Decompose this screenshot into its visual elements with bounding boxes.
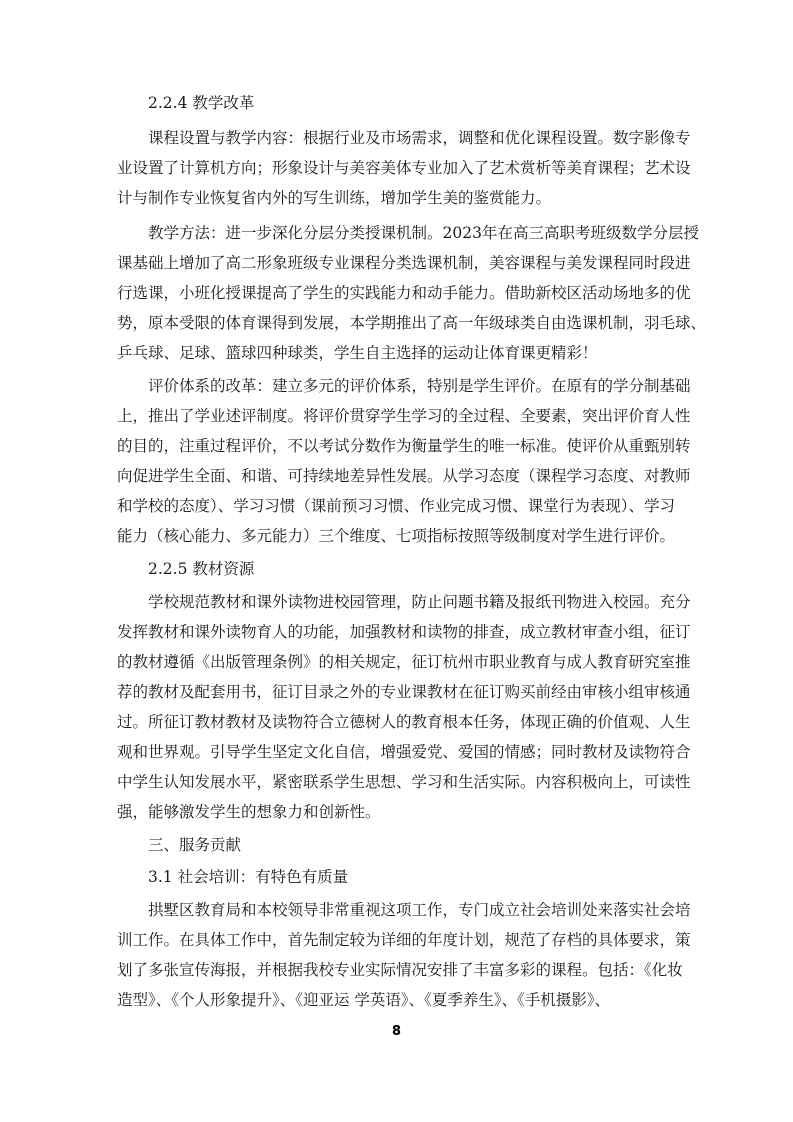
paragraph-line: 行选课，小班化授课提高了学生的实践能力和动手能力。借助新校区活动场地多的优 (117, 284, 691, 302)
paragraph-line: 和学校的态度）、学习习惯（课前预习习惯、作业完成习惯、课堂行为表现）、学习 (117, 497, 676, 515)
paragraph-line: 过。所征订教材教材及读物符合立德树人的教育根本任务，体现正确的价值观、人生 (117, 713, 691, 731)
paragraph-line: 造型》、《个人形象提升》、《迎亚运 学英语》、《夏季养生》、《手机摄影》、 (117, 991, 611, 1009)
paragraph-line: 学校规范教材和课外读物进校园管理，防止问题书籍及报纸刊物进入校园。充分 (148, 593, 691, 611)
paragraph-line: 向促进学生全面、和谐、可持续地差异性发展。从学习态度（课程学习态度、对教师 (117, 467, 691, 485)
paragraph-line: 乒乓球、足球、篮球四种球类，学生自主选择的运动让体育课更精彩！ (117, 344, 598, 362)
paragraph-line: 能力（核心能力、多元能力）三个维度、七项指标按照等级制度对学生进行评价。 (117, 527, 676, 545)
paragraph-line: 评价体系的改革：建立多元的评价体系，特别是学生评价。在原有的学分制基础 (148, 377, 691, 395)
paragraph-line: 业设置了计算机方向；形象设计与美容美体专业加入了艺术赏析等美育课程；艺术设 (117, 159, 691, 177)
paragraph-line: 的目的，注重过程评价，不以考试分数作为衡量学生的唯一标准。使评价从重甄别转 (117, 437, 691, 455)
paragraph-line: 教学方法：进一步深化分层分类授课机制。2023年在高三高职考班级数学分层授 (148, 224, 699, 242)
paragraph-line: 强，能够激发学生的想象力和创新性。 (117, 803, 381, 821)
paragraph-line: 发挥教材和课外读物育人的功能，加强教材和读物的排查，成立教材审查小组，征订 (117, 623, 691, 641)
paragraph-line: 课基础上增加了高二形象班级专业课程分类选课机制，美容课程与美发课程同时段进 (117, 254, 691, 272)
paragraph-line: 拱墅区教育局和本校领导非常重视这项工作，专门成立社会培训处来落实社会培 (148, 901, 691, 919)
paragraph-line: 训工作。在具体工作中，首先制定较为详细的年度计划，规范了存档的具体要求，策 (117, 931, 691, 949)
paragraph-line: 计与制作专业恢复省内外的写生训练，增加学生美的鉴赏能力。 (117, 189, 552, 207)
heading-2-2-4: 2.2.4 教学改革 (148, 94, 255, 112)
paragraph-line: 观和世界观。引导学生坚定文化自信，增强爱党、爱国的情感；同时教材及读物符合 (117, 743, 691, 761)
section-heading-3: 三、服务贡献 (148, 836, 242, 854)
paragraph-line: 上，推出了学业述评制度。将评价贯穿学生学习的全过程、全要素，突出评价育人性 (117, 407, 691, 425)
page-number: 8 (391, 1024, 402, 1039)
paragraph-line: 划了多张宣传海报，并根据我校专业实际情况安排了丰富多彩的课程。包括：《化妆 (117, 961, 683, 979)
paragraph-line: 的教材遵循《出版管理条例》的相关规定，征订杭州市职业教育与成人教育研究室推 (117, 653, 691, 671)
heading-2-2-5: 2.2.5 教材资源 (148, 560, 255, 578)
paragraph-line: 课程设置与教学内容：根据行业及市场需求，调整和优化课程设置。数字影像专 (148, 129, 691, 147)
heading-3-1: 3.1 社会培训：有特色有质量 (148, 868, 349, 886)
paragraph-line: 势，原本受限的体育课得到发展，本学期推出了高一年级球类自由选课机制，羽毛球、 (117, 314, 707, 332)
paragraph-line: 荐的教材及配套用书，征订目录之外的专业课教材在征订购买前经由审核小组审核通 (117, 683, 691, 701)
paragraph-line: 中学生认知发展水平，紧密联系学生思想、学习和生活实际。内容积极向上，可读性 (117, 773, 691, 791)
